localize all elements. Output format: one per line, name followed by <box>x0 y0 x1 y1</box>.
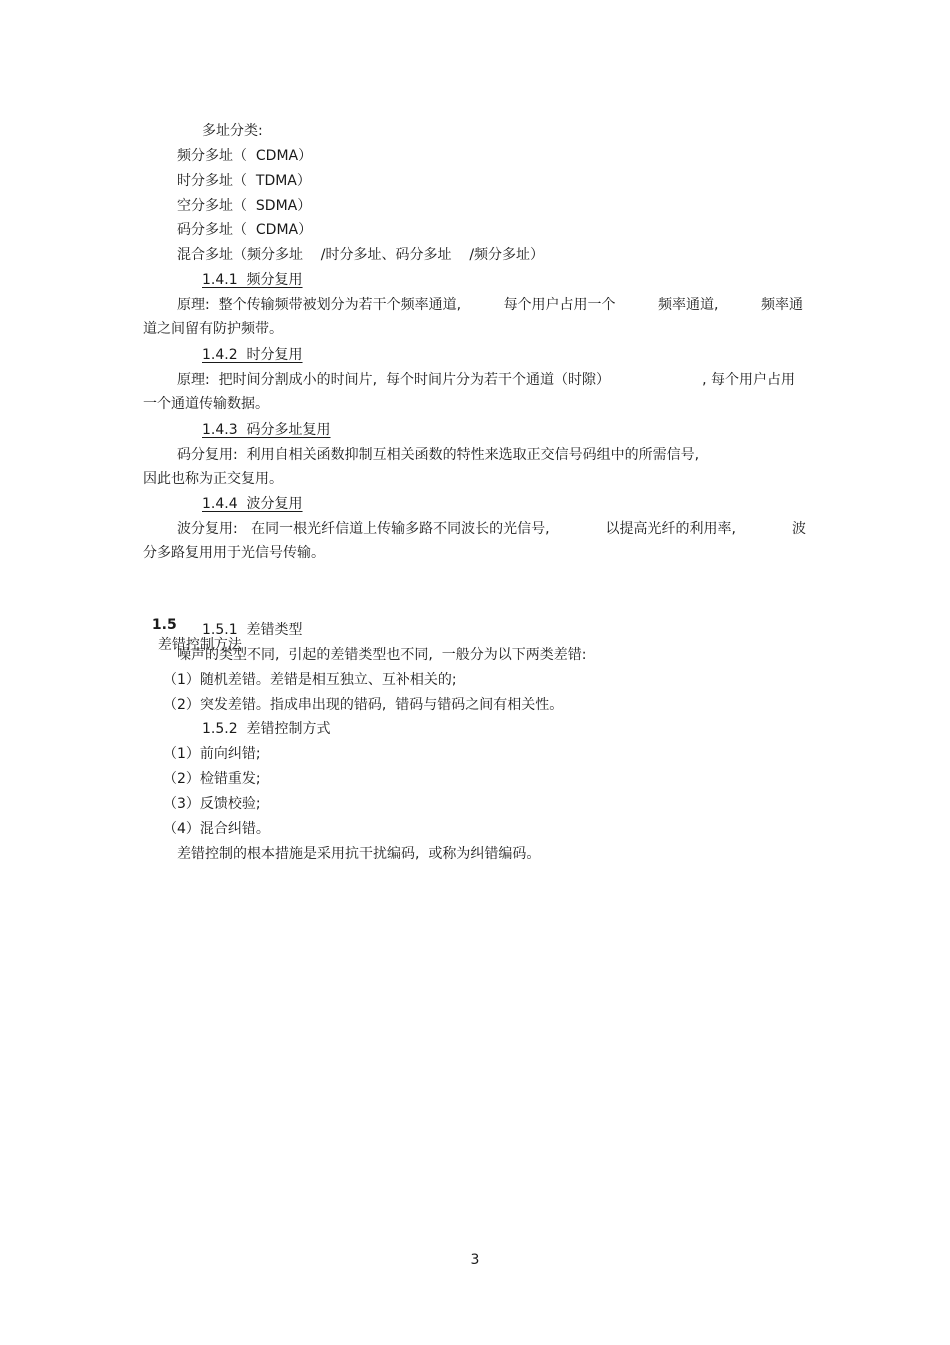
paragraph-line: 分多路复用用于光信号传输。 <box>143 545 325 561</box>
paragraph-line: 一个通道传输数据。 <box>143 396 269 412</box>
paragraph-line: 因此也称为正交复用。 <box>143 471 283 487</box>
section-heading-1-5-1: 1.5.1 差错类型 <box>202 622 303 638</box>
list-item: （1）前向纠错; <box>163 746 261 762</box>
text-segment: 原理: 把时间分割成小的时间片, 每个时间片分为若干个通道（时隙） <box>177 372 610 388</box>
text-segment: 每个用户占用一个 <box>503 297 616 313</box>
section-title: 差错控制方法 <box>157 637 242 653</box>
list-item: 码分多址（ CDMA） <box>177 222 313 238</box>
text-segment: 波分复用: 在同一根光纤信道上传输多路不同波长的光信号, <box>177 521 550 537</box>
section-heading-1-5-2: 1.5.2 差错控制方式 <box>202 721 331 737</box>
paragraph-line: 码分复用: 利用自相关函数抑制互相关函数的特性来选取正交信号码组中的所需信号, <box>177 447 700 463</box>
text-segment: 原理: 整个传输频带被划分为若干个频率通道, <box>177 297 462 313</box>
section-heading-1-4-3: 1.4.3 码分多址复用 <box>202 422 331 438</box>
paragraph-line: 差错控制的根本措施是采用抗干扰编码, 或称为纠错编码。 <box>177 846 541 862</box>
text-segment: , 每个用户占用 <box>702 372 795 388</box>
paragraph-line: 噪声的类型不同, 引起的差错类型也不同, 一般分为以下两类差错: <box>177 647 587 663</box>
text-segment: 频率通道, <box>658 297 719 313</box>
paragraph-line <box>177 519 806 539</box>
page-number: 3 <box>470 1252 480 1268</box>
section-heading-1-5 <box>143 595 242 653</box>
list-item: （3）反馈校验; <box>163 796 261 812</box>
section-heading-1-4-1: 1.4.1 频分复用 <box>202 272 303 288</box>
list-item: 空分多址（ SDMA） <box>177 198 312 214</box>
list-item: 频分多址（ CDMA） <box>177 148 313 164</box>
multiple-access-heading: 多址分类: <box>202 123 263 139</box>
section-number: 1.5 <box>151 617 177 633</box>
list-item: 时分多址（ TDMA） <box>177 173 311 189</box>
section-heading-1-4-4: 1.4.4 波分复用 <box>202 496 303 512</box>
list-item: （1）随机差错。差错是相互独立、互补相关的; <box>163 672 457 688</box>
text-segment: 波 <box>791 521 806 537</box>
paragraph-line <box>177 370 795 390</box>
list-item: 混合多址（频分多址 /时分多址、码分多址 /频分多址） <box>177 247 545 263</box>
list-item: （2）突发差错。指成串出现的错码, 错码与错码之间有相关性。 <box>163 697 564 713</box>
section-heading-1-4-2: 1.4.2 时分复用 <box>202 347 303 363</box>
paragraph-line <box>177 295 803 315</box>
paragraph-line: 道之间留有防护频带。 <box>143 321 283 337</box>
text-segment: 频率通 <box>760 297 803 313</box>
list-item: （2）检错重发; <box>163 771 261 787</box>
text-segment: 以提高光纤的利用率, <box>605 521 736 537</box>
list-item: （4）混合纠错。 <box>163 821 270 837</box>
